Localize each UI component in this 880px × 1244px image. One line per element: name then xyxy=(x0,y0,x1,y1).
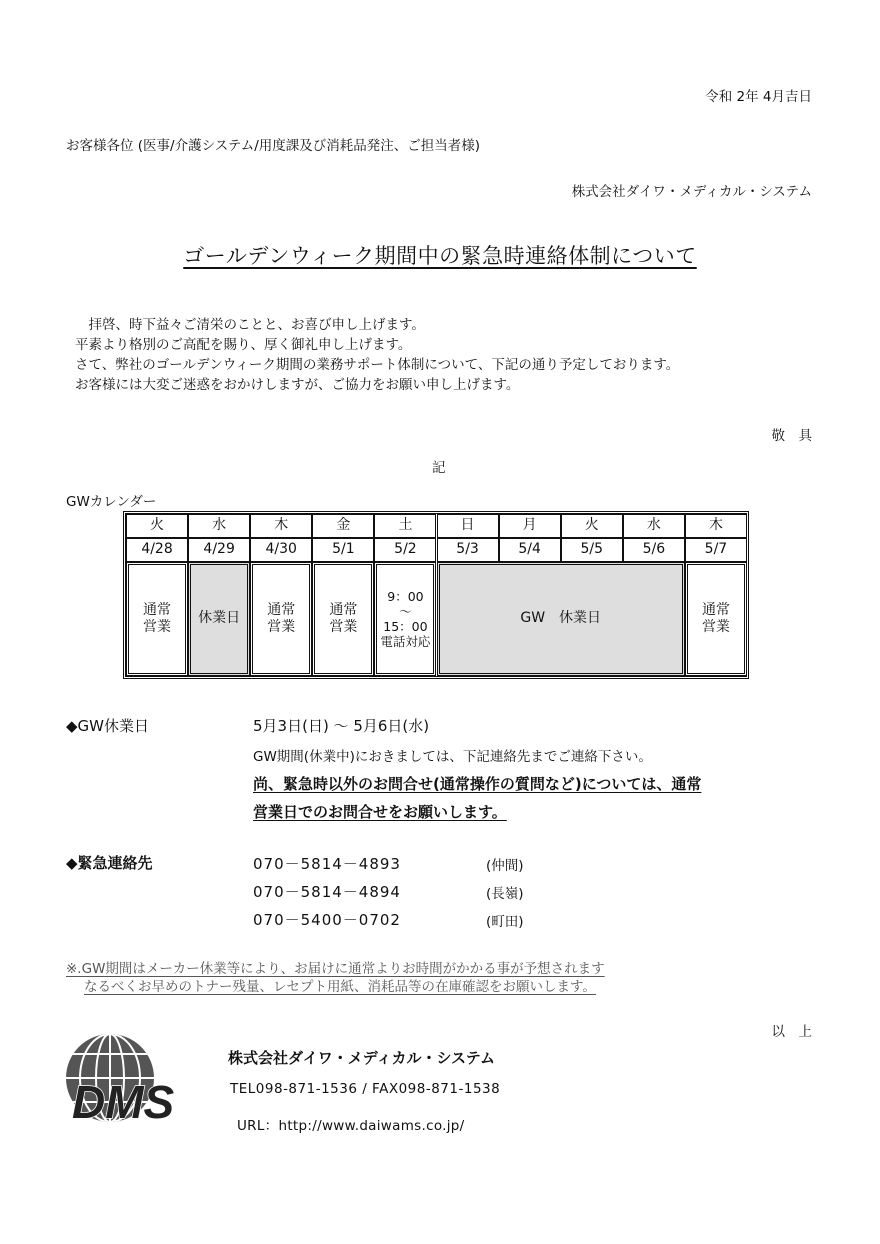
calendar-date: 5/3 xyxy=(437,538,499,562)
footnote-line-1: ※.GW期間はメーカー休業等により、お届けに通常よりお時間がかかる事が予想されます xyxy=(66,961,605,977)
company-url-link[interactable]: URL：http://www.daiwams.co.jp/ xyxy=(237,1118,465,1134)
calendar-weekday: 水 xyxy=(623,514,685,538)
greeting-line-1: 拝啓、時下益々ご清栄のことと、お喜び申し上げます。 xyxy=(75,317,425,333)
logo-text: DMS xyxy=(72,1076,175,1128)
calendar-date: 4/30 xyxy=(250,538,312,562)
document-date: 令和 2年 4月吉日 xyxy=(705,89,812,105)
calendar-weekday: 土 xyxy=(374,514,436,538)
calendar-date: 5/5 xyxy=(561,538,623,562)
document-title: ゴールデンウィーク期間中の緊急時連絡体制について xyxy=(183,244,697,268)
calendar-date: 5/2 xyxy=(374,538,436,562)
calendar-weekday: 日 xyxy=(437,514,499,538)
calendar-status-cell: 通常 営業 xyxy=(312,562,374,676)
contact-phone-1: 070－5814－4893 xyxy=(253,855,401,873)
holiday-note: GW期間(休業中)におきましては、下記連絡先までご連絡下さい。 xyxy=(253,749,652,765)
contact-phone-2: 070－5814－4894 xyxy=(253,883,401,901)
calendar-date: 5/4 xyxy=(499,538,561,562)
calendar-date: 5/1 xyxy=(312,538,374,562)
closing-ijou: 以 上 xyxy=(771,1024,812,1040)
calendar-status-cell: 通常 営業 xyxy=(685,562,747,676)
recipient-line: お客様各位 (医事/介護システム/用度課及び消耗品発注、ご担当者様) xyxy=(66,138,481,154)
calendar-weekday: 火 xyxy=(561,514,623,538)
holiday-period: 5月3日(日) ～ 5月6日(水) xyxy=(253,717,430,735)
contacts-label: ◆緊急連絡先 xyxy=(66,854,153,872)
calendar-status-cell: 通常 営業 xyxy=(126,562,188,676)
holiday-notice-line-2: 営業日でのお問合せをお願いします。 xyxy=(253,803,507,821)
calendar-weekday: 月 xyxy=(499,514,561,538)
greeting-line-4: お客様には大変ご迷惑をおかけしますが、ご協力をお願い申し上げます。 xyxy=(75,377,520,393)
greeting-line-2: 平素より格別のご高配を賜り、厚く御礼申し上げます。 xyxy=(75,337,412,353)
holiday-label: ◆GW休業日 xyxy=(66,717,149,735)
calendar-weekday: 金 xyxy=(312,514,374,538)
gw-calendar xyxy=(123,511,749,679)
contact-name-2: (長嶺) xyxy=(486,886,524,902)
calendar-weekday: 火 xyxy=(126,514,188,538)
calendar-status-cell: GW 休業日 xyxy=(437,562,685,676)
calendar-date: 4/29 xyxy=(188,538,250,562)
calendar-status-cell: 9：00 ～ 15：00 電話対応 xyxy=(374,562,436,676)
sender-company: 株式会社ダイワ・メディカル・システム xyxy=(571,184,812,200)
calendar-status-cell: 通常 営業 xyxy=(250,562,312,676)
calendar-weekday: 木 xyxy=(685,514,747,538)
company-tel-fax: TEL098-871-1536 / FAX098-871-1538 xyxy=(230,1081,501,1097)
calendar-label: GWカレンダー xyxy=(66,494,157,510)
holiday-notice-line-1: 尚、緊急時以外のお問合せ(通常操作の質問など)については、通常 xyxy=(253,775,702,793)
calendar-date: 5/6 xyxy=(623,538,685,562)
greeting-line-3: さて、弊社のゴールデンウィーク期間の業務サポート体制について、下記の通り予定しております。 xyxy=(75,357,680,373)
footnote-line-2: なるべくお早めのトナー残量、レセプト用紙、消耗品等の在庫確認をお願いします。 xyxy=(84,979,596,995)
calendar-date: 5/7 xyxy=(685,538,747,562)
company-name: 株式会社ダイワ・メディカル・システム xyxy=(228,1049,496,1067)
closing-keigu: 敬 具 xyxy=(771,428,812,444)
ki-marker: 記 xyxy=(432,460,446,476)
contact-phone-3: 070－5400－0702 xyxy=(253,911,401,929)
calendar-status-cell: 休業日 xyxy=(188,562,250,676)
globe-logo-icon xyxy=(60,1030,210,1130)
calendar-date: 4/28 xyxy=(126,538,188,562)
contact-name-1: (仲間) xyxy=(486,858,524,874)
calendar-weekday: 水 xyxy=(188,514,250,538)
contact-name-3: (町田) xyxy=(486,914,524,930)
calendar-weekday: 木 xyxy=(250,514,312,538)
